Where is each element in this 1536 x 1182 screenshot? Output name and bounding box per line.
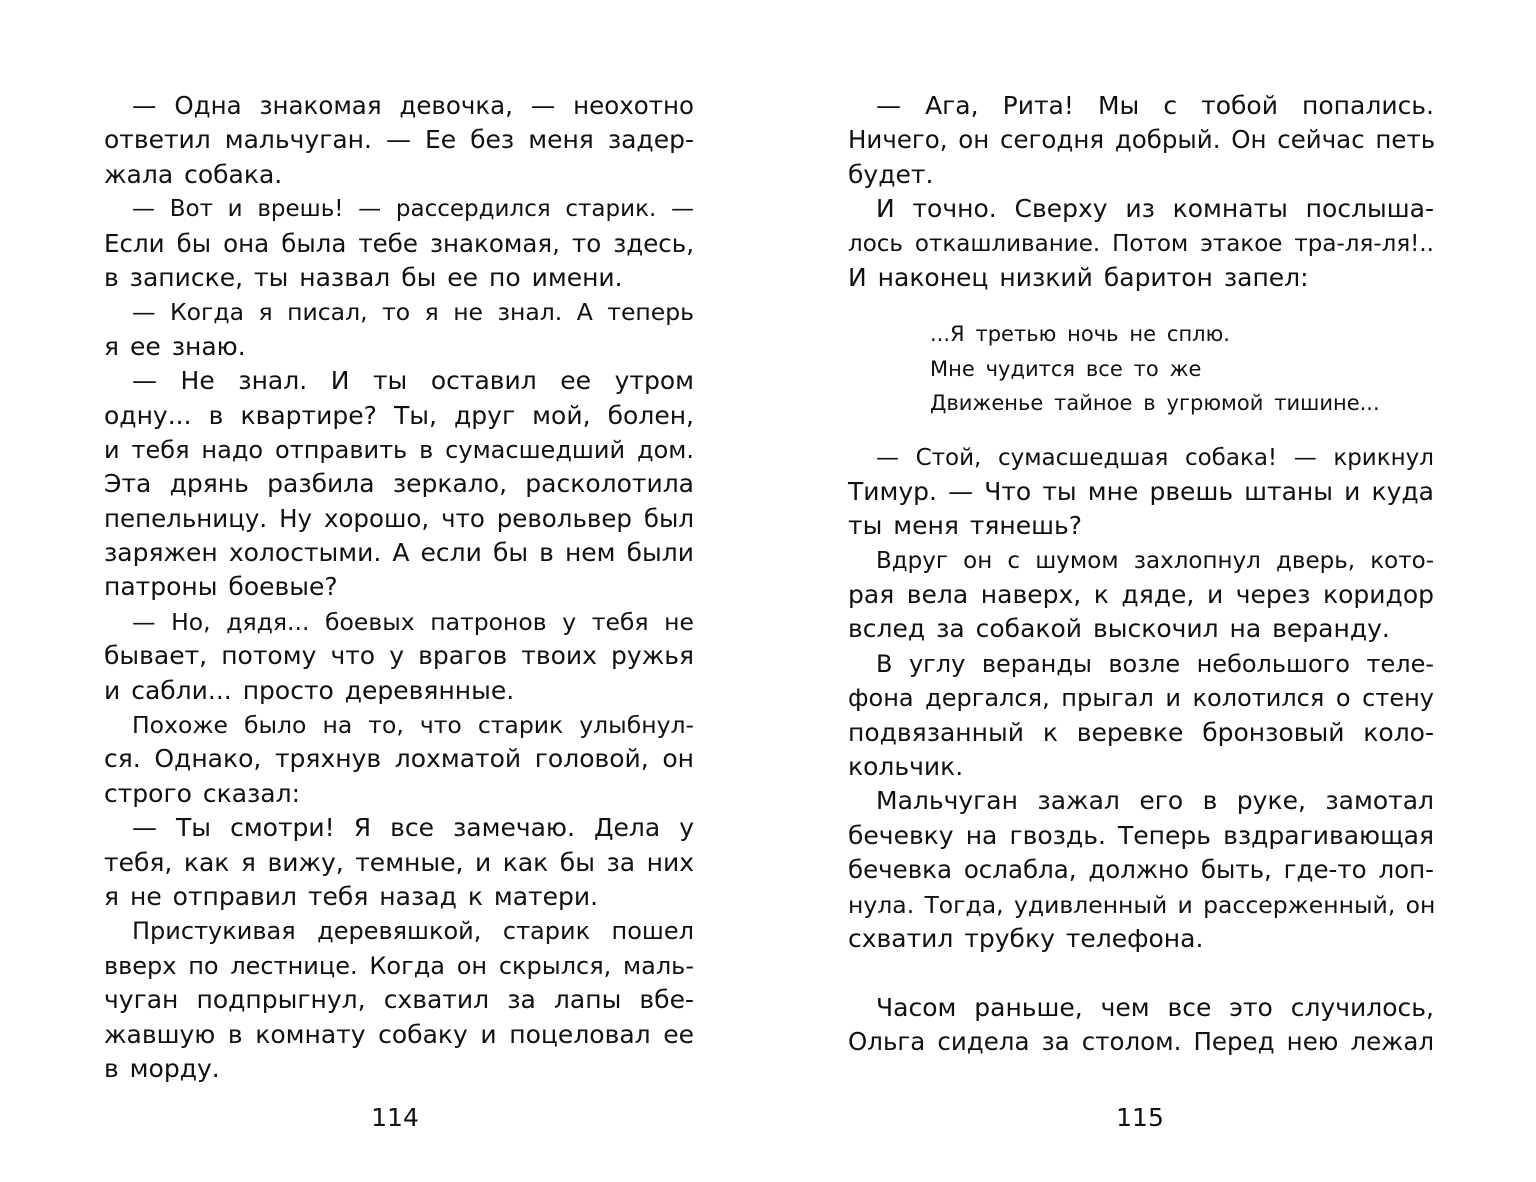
text-line: — Не знал. И ты оставил ее утром [132,366,694,396]
text-line: ся. Однако, тряхнув лохматой головой, он [104,744,694,774]
text-line: Мальчуган зажал его в руке, замотал [876,786,1434,816]
text-line: Ничего, он сегодня добрый. Он сейчас петь [848,125,1436,155]
text-line: Пристукивая деревяшкой, старик пошел [132,917,694,946]
poem-line: Мне чудится все то же [930,356,1202,381]
text-line: лось откашливание. Потом этакое тра-ля-ля!.. [848,230,1434,257]
text-line: в морду. [104,1053,220,1083]
text-line: — Стой, сумасшедшая собака! — крикнул [876,444,1434,471]
page-number: 115 [1116,1103,1164,1132]
text-line: жавшую в комнату собаку и поцеловал ее [104,1019,694,1049]
text-line: пепельницу. Ну хорошо, что револьвер был [104,503,694,533]
text-line: Если бы она была тебе знакомая, то здесь, [104,228,694,258]
poem-line: ...Я третью ночь не сплю. [930,322,1230,347]
text-line: вслед за собакой выскочил на веранду. [848,614,1390,644]
text-line: бечевка ослабла, должно быть, где-то лоп- [848,855,1434,885]
text-line: И наконец низкий баритон запел: [848,262,1309,292]
text-line: — Вот и врешь! — рассердился старик. — [132,196,694,223]
text-line: Похоже было на то, что старик улыбнул- [132,711,694,740]
section-break [848,956,1434,990]
text-line: жала собака. [104,159,283,189]
left-page-text [104,89,694,1086]
text-line: — Но, дядя... боевых патронов у тебя не [132,607,694,636]
text-line: В углу веранды возле небольшого теле- [876,649,1434,678]
text-line: схватил трубку телефона. [848,923,1204,953]
text-line: будет. [848,159,934,189]
text-line: чуган подпрыгнул, схватил за лапы вбе- [104,985,694,1015]
text-line: Ольга сидела за столом. Перед нею лежал [848,1027,1434,1057]
text-line: Эта дрянь разбила зеркало, расколотила [104,469,694,499]
text-line: тебя, как я вижу, темные, и как бы за них [104,847,694,877]
text-line: и сабли... просто деревянные. [104,675,515,705]
text-line: кольчик. [848,752,964,782]
text-line: фона дергался, прыгал и колотился о стену [848,684,1434,713]
text-line: Вдруг он с шумом захлопнул дверь, кото- [876,547,1434,574]
text-line: — Ты смотри! Я все замечаю. Дела у [132,813,694,843]
text-line: патроны боевые? [104,572,338,602]
text-line: строго сказал: [104,778,301,808]
text-line: Тимур. — Что ты мне рвешь штаны и куда [848,476,1434,506]
right-page [768,0,1536,1182]
text-line: заряжен холостыми. А если бы в нем были [104,538,694,568]
text-line: и тебя надо отправить в сумасшедший дом. [104,435,694,464]
text-line: — Когда я писал, то я не знал. А теперь [132,298,694,327]
text-line: в записке, ты назвал бы ее по имени. [104,262,623,292]
text-line: вверх по лестнице. Когда он скрылся, маль- [104,951,694,980]
text-line: нула. Тогда, удивленный и рассерженный, он [848,890,1436,919]
text-line: ты меня тянешь? [848,511,1083,541]
text-line: бечевку на гвоздь. Теперь вздрагивающая [848,820,1434,850]
poem-block [848,317,1434,420]
text-line: — Ага, Рита! Мы с тобой попались. [876,91,1434,120]
text-line: я ее знаю. [104,331,246,361]
text-line: ответил мальчуган. — Ее без меня задер- [104,125,694,155]
right-page-text [848,89,1434,1060]
text-line: рая вела наверх, к дяде, и через коридор [848,580,1434,610]
poem-line: Движенье тайное в угрюмой тишине... [930,391,1380,416]
text-line: — Одна знакомая девочка, — неохотно [132,91,694,120]
text-line: подвязанный к веревке бронзовый коло- [848,717,1434,747]
text-line: И точно. Сверху из комнаты послыша- [876,194,1434,224]
text-line: я не отправил тебя назад к матери. [104,881,599,911]
page-number: 114 [371,1103,419,1132]
text-line: одну... в квартире? Ты, друг мой, болен, [104,400,694,430]
text-line: бывает, потому что у врагов твоих ружья [104,641,694,671]
text-line: Часом раньше, чем все это случилось, [876,992,1434,1022]
